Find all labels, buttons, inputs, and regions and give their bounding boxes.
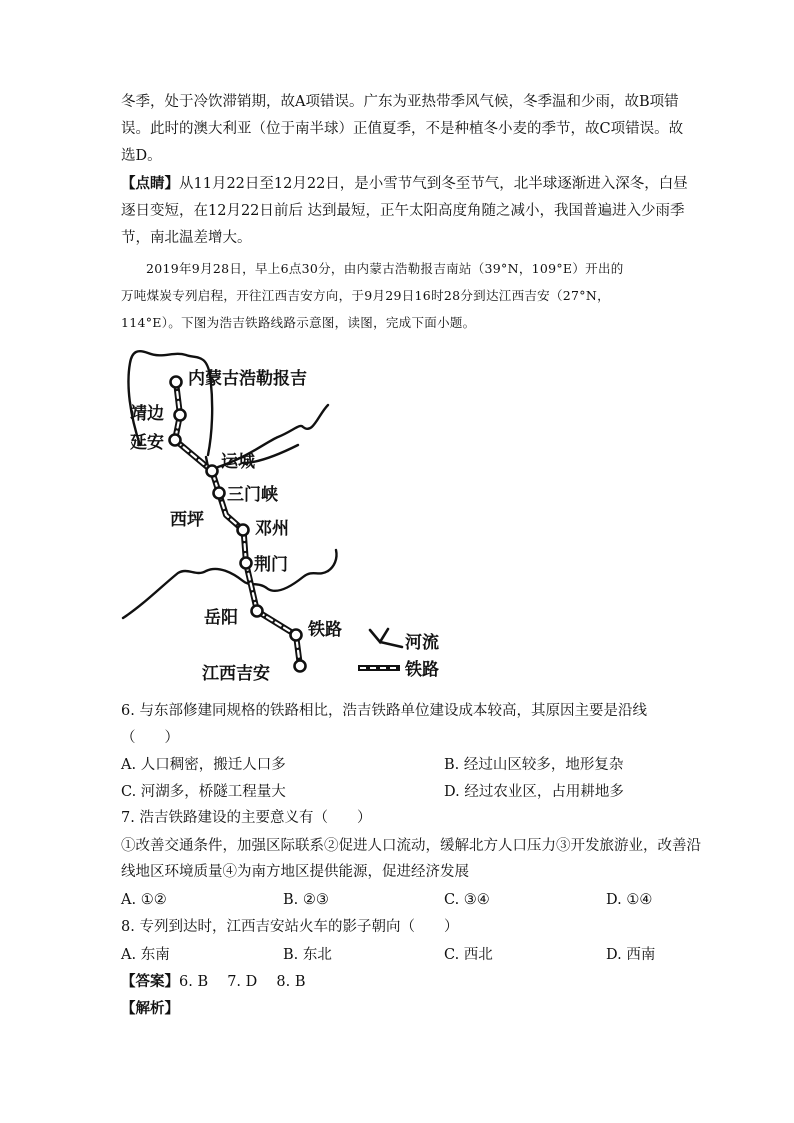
station-label-sanmenxia: 三门峡 [227,485,278,505]
q7-option-c: C. ③④ [444,892,490,908]
q7-option-b: B. ②③ [283,892,329,908]
dianjing-line-2: 逐日变短，在12月22日前后 达到最短，正午太阳高度角随之减小，我国普遍进入少雨季 [121,203,685,219]
answer-label: 【答案】 [121,973,179,990]
station-label-yueyang: 岳阳 [204,608,238,628]
q6-option-c: C. 河湖多，桥隧工程量大 [121,784,286,800]
q6-stem: 6. 与东部修建同规格的铁路相比，浩吉铁路单位建设成本较高，其原因主要是沿线 [121,703,647,719]
station-marker-xiping [238,525,249,536]
yangtze-end [328,550,337,571]
answer-text: 6. B 7. D 8. B [179,974,306,990]
q8-option-d: D. 西南 [606,947,656,963]
passage-line-2: 万吨煤炭专列启程，开往江西吉安方向，于9月29日16时28分到达江西吉安（27°N， [121,288,610,303]
railway-map [118,345,478,685]
q8-option-a: A. 东南 [121,947,170,963]
q6-option-a: A. 人口稠密，搬迁人口多 [121,757,286,773]
q7-stem: 7. 浩吉铁路建设的主要意义有（ ） [121,810,372,826]
q8-stem: 8. 专列到达时，江西吉安站火车的影子朝向（ ） [121,919,459,935]
station-marker-jingbian [175,410,186,421]
station-label-jingmen: 荆门 [254,555,288,575]
map-legend [358,629,439,680]
station-marker-dengzhou [241,558,252,569]
q8-option-b: B. 东北 [283,947,332,963]
dianjing-line-1 [121,174,688,194]
passage-line-3: 114°E）。下图为浩吉铁路线路示意图，读图，完成下面小题。 [121,315,476,330]
q7-option-d: D. ①④ [606,892,653,908]
intro-line-3: 选D。 [121,148,162,164]
station-label-dengzhou: 邓州 [255,519,289,539]
dianjing-label: 【点睛】 [121,175,179,192]
answer-line [121,972,306,992]
station-marker-baoji [171,377,182,388]
analysis-label: 【解析】 [121,1000,179,1017]
station-label-yanan: 延安 [130,433,164,453]
station-marker-yueyang [291,630,302,641]
q8-option-c: C. 西北 [444,947,493,963]
railway-label-on-map: 铁路 [308,620,342,640]
station-marker-yuncheng [207,466,218,477]
passage-line-1: 2019年9月28日，早上6点30分，由内蒙古浩勒报吉南站（39°N，109°E）开出的 [146,261,624,276]
station-marker-jingmen [252,606,263,617]
station-label-haolebaoji: 内蒙古浩勒报吉 [188,369,307,389]
station-marker-jian [295,661,306,672]
intro-line-2: 误。此时的澳大利亚（位于南半球）正值夏季，不是种植冬小麦的季节，故C项错误。故 [121,121,684,137]
q6-paren: （ ） [121,730,179,746]
station-label-jian: 江西吉安 [202,664,270,684]
legend-railway-label: 铁路 [405,660,439,680]
station-label-yuncheng: 运城 [221,452,255,472]
q6-option-d: D. 经过农业区，占用耕地多 [444,784,624,800]
station-marker-yanan [170,435,181,446]
intro-line-1: 冬季，处于冷饮滞销期，故A项错误。广东为亚热带季风气候，冬季温和少雨，故B项错 [121,94,679,110]
legend-river-label: 河流 [405,633,439,653]
station-marker-sanmenxia [214,488,225,499]
q7-body-1: ①改善交通条件，加强区际联系②促进人口流动，缓解北方人口压力③开发旅游业，改善沿 [121,838,701,854]
river-legend-icon [370,629,402,647]
q7-body-2: 线地区环境质量④为南方地区提供能源，促进经济发展 [121,864,469,880]
dianjing-line-3: 节，南北温差增大。 [121,230,252,246]
dianjing-text: 从11月22日至12月22日，是小雪节气到冬至节气，北半球逐渐进入深冬，白昼 [179,176,688,192]
station-label-jingbian: 靖边 [130,404,164,424]
station-label-xiping: 西坪 [170,510,204,530]
q7-option-a: A. ①② [121,892,167,908]
q6-option-b: B. 经过山区较多，地形复杂 [444,757,624,773]
